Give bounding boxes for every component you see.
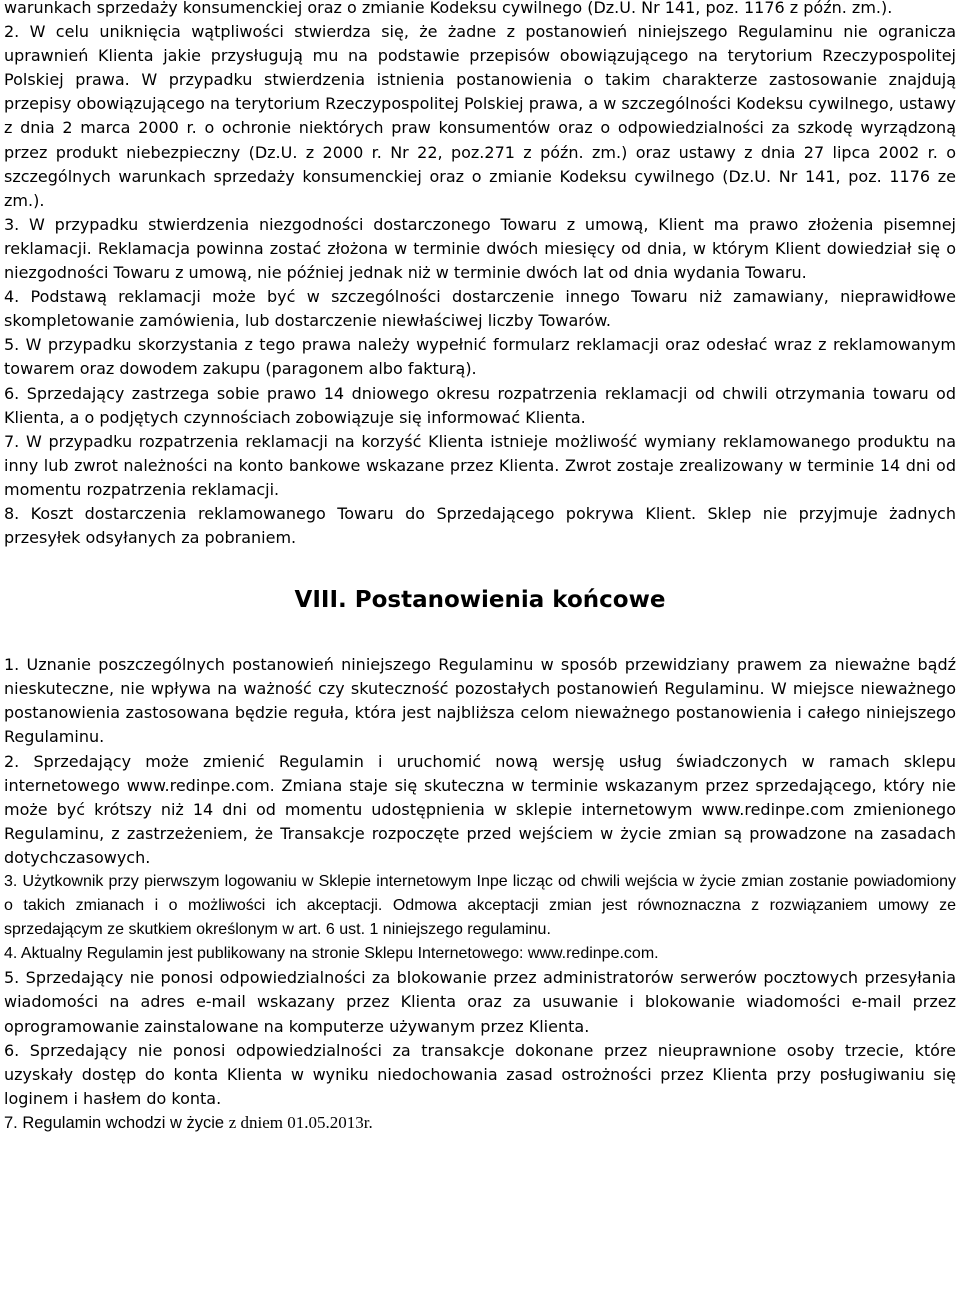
paragraph-7-7: 7. W przypadku rozpatrzenia reklamacji na korzyść Klienta istnieje możliwość wymiany reklamowanego produktu na inny lub zwrot należności na konto bankowe wskazane przez Klienta. Zwrot zostaje zrealizowany w terminie 14 dni od momentu rozpatrzenia reklamacji.	[4, 431, 956, 499]
paragraph-7-4: 4. Podstawą reklamacji może być w szczególności dostarczenie innego Towaru niż zamawiany, nieprawidłowe skompletowanie zamówienia, lub dostarczenie niewłaściwej liczby Towarów.	[4, 287, 956, 331]
paragraph-8-7	[4, 1111, 956, 1135]
paragraph-8-1: 1. Uznanie poszczególnych postanowień niniejszego Regulaminu w sposób przewidziany prawem za nieważne bądź nieskuteczne, nie wpływa na ważność czy skuteczność pozostałych postanowień Regulaminu. W miejsce nieważnego postanowienia zastosowana będzie reguła, która jest najbliższa celom nieważnego postanowienia i całego niniejszego Regulaminu.	[4, 655, 956, 747]
paragraph-8-3: 3. Użytkownik przy pierwszym logowaniu w Sklepie internetowym Inpe licząc od chwili wejścia w życie zmian zostanie powiadomiony o takich zmianach i o możliwości ich akceptacji. Odmowa akceptacji zmian jest równoznaczna z rozwiązaniem umowy ze sprzedającym ze skutkiem określonym w art. 6 ust. 1 niniejszego regulaminu.	[4, 873, 956, 939]
effective-date: z dniem 01.05.2013r.	[228, 1112, 373, 1132]
paragraph-7-8: 8. Koszt dostarczenia reklamowanego Towaru do Sprzedającego pokrywa Klient. Sklep nie przyjmuje żadnych przesyłek odsyłanych za pobraniem.	[4, 503, 956, 548]
paragraph-8-4: 4. Aktualny Regulamin jest publikowany na stronie Sklepu Internetowego: www.redinpe.com.	[4, 945, 659, 963]
paragraph-7-6: 6. Sprzedający zastrzega sobie prawo 14 dniowego okresu rozpatrzenia reklamacji od chwili otrzymania towaru od Klienta, a o podjętych czynnościach zobowiązuje się informować Klienta.	[4, 383, 956, 427]
section-final-provisions	[4, 653, 956, 1135]
paragraph-continuation: warunkach sprzedaży konsumenckiej oraz o zmianie Kodeksu cywilnego (Dz.U. Nr 141, poz. 1176 z późn. zm.).	[4, 0, 893, 17]
paragraph-8-6: 6. Sprzedający nie ponosi odpowiedzialności za transakcje dokonane przez nieuprawnione osoby trzecie, które uzyskały dostęp do konta Klienta w wyniku niedochowania zasad ostrożności przez Klienta przy posługiwaniu się loginem i hasłem do konta.	[4, 1040, 956, 1108]
paragraph-8-5: 5. Sprzedający nie ponosi odpowiedzialności za blokowanie przez administratorów serwerów pocztowych przesyłania wiadomości na adres e-mail wskazany przez Klienta oraz za usuwanie i blokowanie wiadomości e-mail przez oprogramowanie zainstalowane na komputerze używanym przez Klienta.	[4, 968, 956, 1036]
effective-date-label: 7. Regulamin wchodzi w życie	[4, 1113, 229, 1132]
section-heading: VIII. Postanowienia końcowe	[294, 587, 666, 614]
section-complaints	[4, 0, 956, 550]
paragraph-7-5: 5. W przypadku skorzystania z tego prawa należy wypełnić formularz reklamacji oraz odesłać wraz z reklamowanym towarem oraz dowodem zakupu (paragonem albo fakturą).	[4, 335, 956, 379]
paragraph-8-2: 2. Sprzedający może zmienić Regulamin i uruchomić nową wersję usług świadczonych w ramach sklepu internetowego www.redinpe.com. Zmiana staje się skuteczna w terminie wskazanym przez sprzedającego, który nie może być krótszy niż 14 dni od momentu udostępnienia w sklepie internetowym www.redinpe.com zmienionego Regulaminu, z zastrzeżeniem, że Transakcje rozpoczęte przed wejściem w życie zmian są prowadzone na zasadach dotychczasowych.	[4, 751, 956, 867]
paragraph-7-3: 3. W przypadku stwierdzenia niezgodności dostarczonego Towaru z umową, Klient ma prawo złożenia pisemnej reklamacji. Reklamacja powinna zostać złożona w terminie dwóch miesięcy od dnia, w którym Klient dowiedział się o niezgodności Towaru z umową, nie później jednak niż w terminie dwóch lat od dnia wydania Towaru.	[4, 214, 956, 283]
paragraph-7-2: 2. W celu uniknięcia wątpliwości stwierdza się, że żadne z postanowień niniejszego Regulaminu nie ogranicza uprawnień Klienta jakie przysługują mu na podstawie przepisów obowiązującego na terytorium Rzeczypospolitej Polskiej prawa. W przypadku stwierdzenia istnienia postanowienia o takim charakterze zastosowanie znajdują przepisy obowiązującego na terytorium Rzeczypospolitej Polskiej prawa, a w szczególności Kodeksu cywilnego, ustawy z dnia 2 marca 2000 r. o ochronie niektórych praw konsumentów oraz o odpowiedzialności za szkodę wyrządzoną przez produkt niebezpieczny (Dz.U. z 2000 r. Nr 22, poz.271 z późn. zm.) oraz ustawy z dnia 27 lipca 2002 r. o szczególnych warunkach sprzedaży konsumenckiej oraz o zmianie Kodeksu cywilnego (Dz.U. Nr 141, poz. 1176 ze zm.).	[4, 22, 956, 210]
